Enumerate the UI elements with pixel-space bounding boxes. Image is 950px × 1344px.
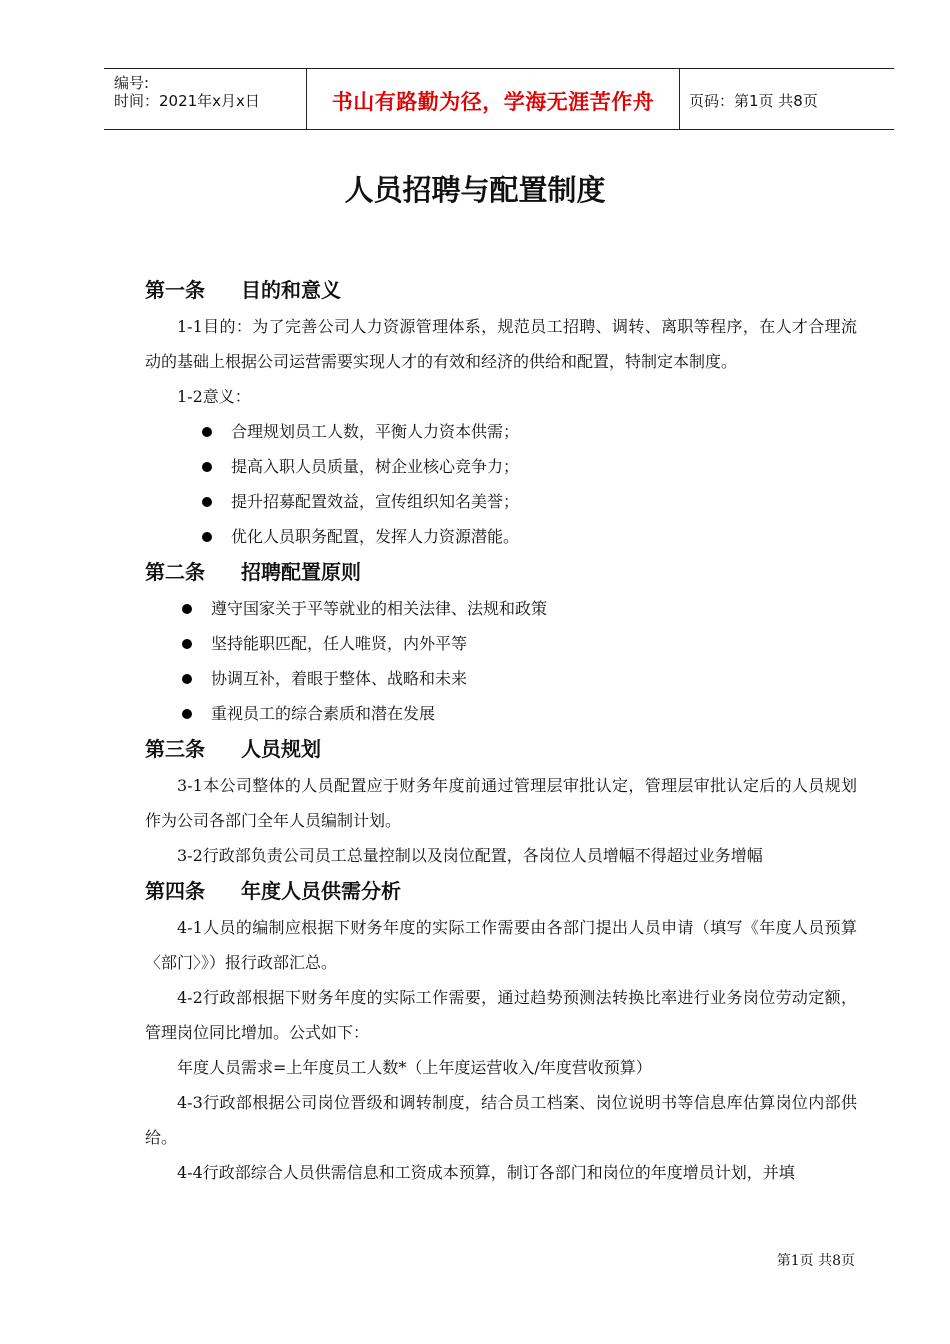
serial-label: 编号: [114,74,150,92]
list-item-text: 重视员工的综合素质和潜在发展 [211,704,436,723]
paragraph: 4-3行政部根据公司岗位晋级和调转制度，结合员工档案、岗位说明书等信息库估算岗位内部供给。 [145,1093,857,1147]
section-heading [145,873,857,910]
bullet-icon [202,532,212,542]
section-heading [145,731,857,768]
list-item-text: 协调互补，着眼于整体、战略和未来 [211,669,468,688]
list-item-text: 提高入职人员质量，树企业核心竞争力； [231,457,520,476]
paragraph: 4-1人员的编制应根据下财务年度的实际工作需要由各部门提出人员申请（填写《年度人员预算〈部门〉》）报行政部汇总。 [145,918,857,972]
section-number: 第一条 [145,278,205,302]
paragraph: 3-1本公司整体的人员配置应于财务年度前通过管理层审批认定，管理层审批认定后的人员规划作为公司各部门全年人员编制计划。 [145,776,857,830]
bullet-icon [202,497,212,507]
list-item [145,484,857,519]
list-item-text: 提升招募配置效益，宣传组织知名美誉； [231,492,520,511]
paragraph: 1-2意义： [177,387,251,406]
motto: 书山有路勤为径，学海无涯苦作舟 [331,90,655,114]
list-item [145,661,857,696]
bullet-icon [182,674,192,684]
section-number: 第四条 [145,879,205,903]
list-item [145,449,857,484]
section-number: 第二条 [145,560,205,584]
bullet-icon [202,427,212,437]
list-item [145,696,857,731]
list-item [145,414,857,449]
list-item [145,519,857,554]
paragraph: 3-2行政部负责公司员工总量控制以及岗位配置，各岗位人员增幅不得超过业务增幅 [177,846,763,865]
bullet-list [145,591,857,731]
section-title: 人员规划 [241,737,321,761]
page-header [104,68,894,130]
header-motto-cell [306,69,680,129]
bullet-icon [202,462,212,472]
header-page-cell [679,69,894,129]
section-title: 年度人员供需分析 [241,879,401,903]
paragraph: 4-4行政部综合人员供需信息和工资成本预算，制订各部门和岗位的年度增员计划，并填 [177,1163,795,1182]
list-item [145,626,857,661]
list-item-text: 遵守国家关于平等就业的相关法律、法规和政策 [211,599,548,618]
date-line: 时间：2021年x月x日 [114,92,260,110]
list-item [145,591,857,626]
list-item-text: 合理规划员工人数，平衡人力资本供需； [231,422,520,441]
section-title: 目的和意义 [241,278,341,302]
bullet-icon [182,709,192,719]
header-page-info: 页码：第1页 共8页 [689,92,818,110]
list-item-text: 坚持能职匹配，任人唯贤，内外平等 [211,634,468,653]
bullet-icon [182,604,192,614]
section-heading [145,554,857,591]
list-item-text: 优化人员职务配置，发挥人力资源潜能。 [231,527,520,546]
header-meta-cell [104,69,306,129]
paragraph: 1-1目的：为了完善公司人力资源管理体系，规范员工招聘、调转、离职等程序，在人才合理流动的基础上根据公司运营需要实现人才的有效和经济的供给和配置，特制定本制度。 [145,317,857,371]
paragraph: 4-2行政部根据下财务年度的实际工作需要，通过趋势预测法转换比率进行业务岗位劳动定额，管理岗位同比增加。公式如下： [145,988,857,1042]
bullet-icon [182,639,192,649]
section-title: 招聘配置原则 [241,560,361,584]
document-title: 人员招聘与配置制度 [344,173,606,207]
section-heading [145,272,857,309]
section-number: 第三条 [145,737,205,761]
document-body [145,272,857,1190]
page-footer: 第1页 共8页 [776,1253,855,1269]
bullet-list [145,414,857,554]
formula: 年度人员需求=上年度员工人数*（上年度运营收入/年度营收预算） [177,1058,652,1077]
